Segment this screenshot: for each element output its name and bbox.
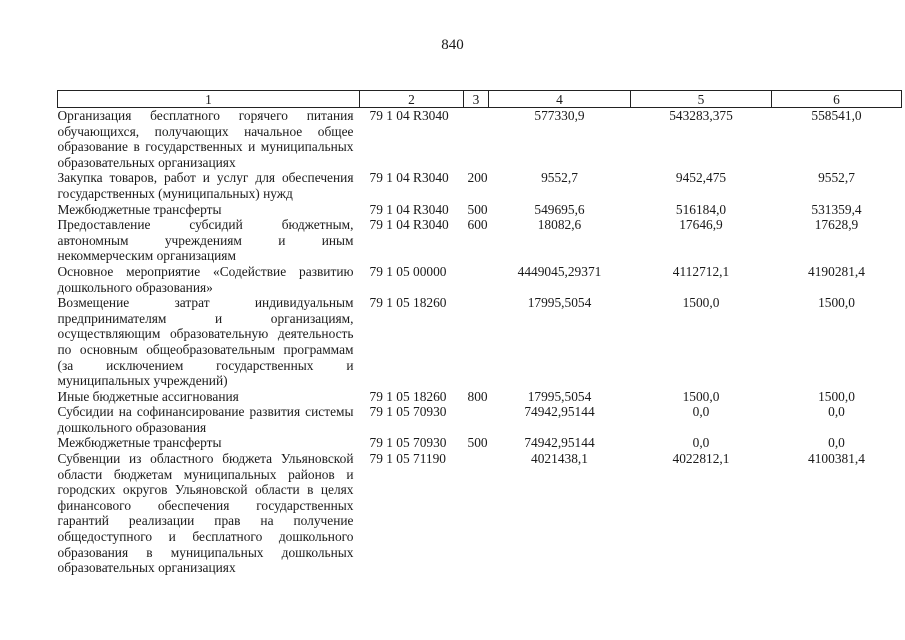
- row-name: Субсидии на софинансирование развития системы дошкольного образования: [57, 404, 354, 435]
- row-value-6: 4190281,4: [808, 263, 865, 279]
- row-vr: [464, 295, 489, 389]
- table-row: [58, 202, 902, 218]
- row-value-5: 9452,475: [675, 170, 727, 186]
- row-vr: [464, 264, 489, 295]
- table-row: [58, 264, 902, 295]
- table-row: [58, 404, 902, 435]
- row-value-6: 9552,7: [818, 170, 855, 186]
- row-value-6: 0,0: [828, 435, 845, 451]
- row-value-4: 4021438,1: [531, 451, 588, 467]
- budget-table: [57, 90, 902, 576]
- row-vr: 500: [467, 435, 488, 451]
- row-value-5: 17646,9: [679, 217, 723, 233]
- row-code: 79 1 04 R3040: [369, 170, 449, 186]
- row-value-5: 516184,0: [675, 201, 727, 217]
- table-row: [58, 295, 902, 389]
- row-name: Субвенции из областного бюджета Ульяновской области бюджетам муниципальных районов и городских округов Ульяновской области в целях финансового обеспечения государственных гарантий реализации прав на получение общедоступного и бесплатного дошкольного образования в муниципальных дошкольных образовательных организациях: [57, 451, 354, 576]
- row-vr: 800: [467, 388, 488, 404]
- row-value-6: 4100381,4: [808, 451, 865, 467]
- header-row: [58, 91, 902, 108]
- row-name: Возмещение затрат индивидуальным предпринимателям и организациям, осуществляющим образовательную деятельность по основным общеобразовательным программам (за исключением государственных и муниципальных учреждений): [57, 295, 354, 389]
- row-code: 79 1 05 70930: [369, 435, 447, 451]
- row-value-4: 18082,6: [537, 217, 582, 233]
- row-value-5: 4022812,1: [672, 451, 730, 467]
- row-value-4: 9552,7: [541, 170, 578, 186]
- header-col-2: 2: [360, 91, 464, 108]
- row-code: 79 1 05 18260: [369, 388, 447, 404]
- table-row: [58, 108, 902, 171]
- row-code: 79 1 04 R3040: [369, 201, 449, 217]
- row-value-4: 17995,5054: [527, 388, 592, 404]
- row-value-4: 74942,95144: [524, 435, 595, 451]
- row-value-5: 1500,0: [682, 388, 720, 404]
- row-vr: 500: [467, 201, 488, 217]
- row-value-5: 1500,0: [682, 295, 720, 311]
- row-value-4: 549695,6: [534, 201, 585, 217]
- table-row: [58, 389, 902, 405]
- row-name: Закупка товаров, работ и услуг для обеспечения государственных (муниципальных) нужд: [57, 170, 354, 201]
- row-vr: 200: [467, 170, 488, 186]
- table-row: [58, 435, 902, 451]
- table-row: [58, 170, 902, 201]
- row-value-5: 543283,375: [669, 108, 733, 123]
- row-value-5: 0,0: [692, 435, 710, 451]
- row-vr: [464, 451, 489, 576]
- row-value-4: 577330,9: [534, 108, 585, 123]
- row-name: Иные бюджетные ассигнования: [57, 388, 239, 404]
- row-value-6: 531359,4: [811, 201, 862, 217]
- row-name: Предоставление субсидий бюджетным, автономным учреждениям и иным некоммерческим организациям: [57, 217, 354, 264]
- row-code: 79 1 05 71190: [369, 451, 446, 467]
- row-vr: [464, 404, 489, 435]
- row-name: Организация бесплатного горячего питания обучающихся, получающих начальное общее образование в государственных и муниципальных образовательных организациях: [57, 108, 354, 170]
- row-value-6: 558541,0: [811, 108, 862, 123]
- row-value-5: 4112712,1: [672, 263, 730, 279]
- row-value-6: 1500,0: [818, 295, 855, 311]
- page-number: 840: [441, 37, 464, 53]
- row-value-6: 0,0: [828, 404, 845, 420]
- row-value-5: 0,0: [692, 404, 710, 420]
- header-col-3: 3: [464, 91, 489, 108]
- header-col-5: 5: [631, 91, 772, 108]
- row-code: 79 1 05 18260: [369, 295, 447, 311]
- row-vr: [464, 108, 489, 171]
- row-value-4: 17995,5054: [527, 295, 592, 311]
- row-name: Межбюджетные трансферты: [57, 435, 222, 451]
- row-code: 79 1 05 00000: [369, 263, 447, 279]
- row-name: Межбюджетные трансферты: [57, 201, 222, 217]
- row-vr: 600: [467, 217, 488, 233]
- row-value-6: 17628,9: [814, 217, 859, 233]
- header-col-6: 6: [772, 91, 902, 108]
- row-value-4: 4449045,29371: [517, 263, 602, 279]
- header-col-1: 1: [58, 91, 360, 108]
- table-row: [58, 217, 902, 264]
- header-col-4: 4: [489, 91, 631, 108]
- row-code: 79 1 04 R3040: [369, 217, 449, 233]
- row-name: Основное мероприятие «Содействие развитию дошкольного образования»: [57, 263, 354, 295]
- row-value-4: 74942,95144: [524, 404, 595, 420]
- row-code: 79 1 05 70930: [369, 404, 447, 420]
- table-row: [58, 451, 902, 576]
- row-value-6: 1500,0: [818, 388, 855, 404]
- row-code: 79 1 04 R3040: [369, 108, 449, 123]
